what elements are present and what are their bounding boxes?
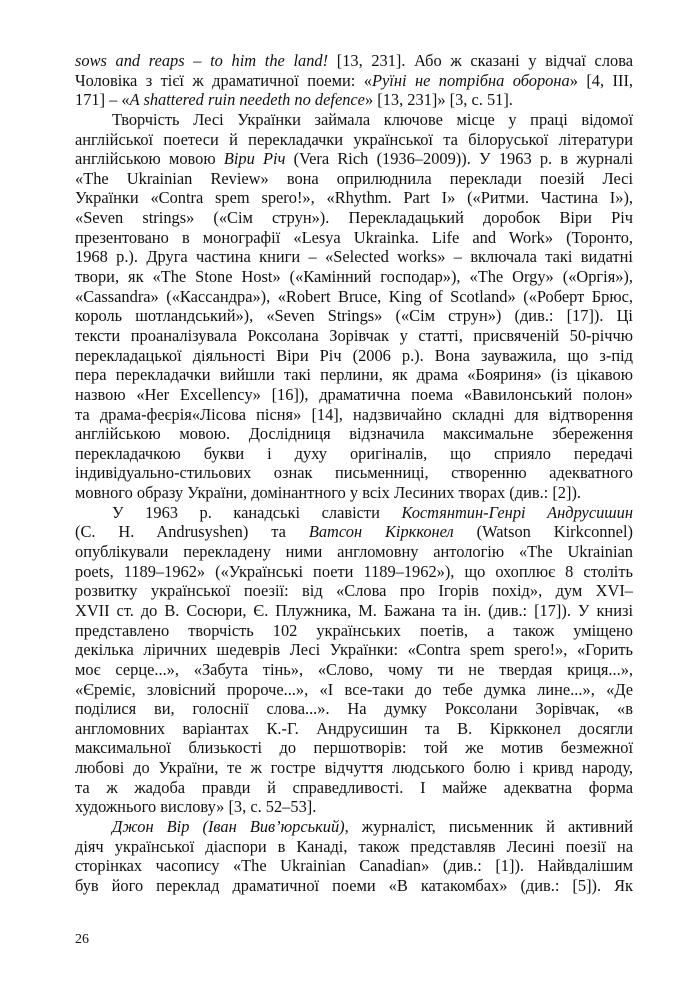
text-segment: «Єреміє, зловісний пророче...», «І все-таки до тебе думка лине...», «Де bbox=[75, 679, 633, 699]
text-line bbox=[75, 110, 633, 130]
text-line bbox=[75, 640, 633, 660]
text-line bbox=[75, 856, 633, 876]
text-segment: пера перекладачки вийшли такі перлини, як драма «Бояриня» (із цікавою bbox=[75, 365, 633, 385]
text-segment: та ж жадоба правди й справедливості. І майже адекватна форма bbox=[75, 777, 633, 797]
text-segment: англійської поетеси й перекладачки української та білоруської літератури bbox=[75, 129, 633, 149]
text-segment: Українки «Contra spem spero!», «Rhythm. Part I» («Ритми. Частина I»), bbox=[75, 188, 633, 208]
text-segment: розвитку української поезії: від «Слова про Ігорів похід», дум XVI– bbox=[75, 581, 633, 601]
text-segment: декілька ліричних шедеврів Лесі Українки: «Contra spem spero!», «Горить bbox=[75, 640, 633, 660]
text-segment: , журналіст, письменник й активний bbox=[344, 816, 633, 836]
text-segment: перекладачкою букви і духу оригіналів, що сприяло передачі bbox=[75, 443, 633, 463]
text-line bbox=[75, 346, 633, 366]
text-segment: (C. H. Andrusyshen) та bbox=[75, 522, 309, 542]
italic-text-segment: Руїні не потрібна оборона bbox=[371, 70, 570, 90]
text-line bbox=[75, 778, 633, 798]
text-line bbox=[75, 522, 633, 542]
text-line bbox=[75, 503, 633, 523]
text-segment: У 1963 р. канадські славісти bbox=[112, 502, 402, 522]
text-line bbox=[75, 247, 633, 267]
text-line bbox=[75, 542, 633, 562]
text-segment: перекладацької діяльності Віри Річ (2006 р.). Вона зауважила, що з-під bbox=[75, 345, 633, 365]
text-segment: тексти проаналізувала Роксолана Зорівчак у статті, присвяченій 50-річчю bbox=[75, 325, 633, 345]
text-segment: англійською мовою bbox=[75, 149, 224, 169]
text-segment: (Watson Kirkconnel) bbox=[453, 522, 633, 542]
text-line bbox=[75, 188, 633, 208]
text-segment: (Vera Rich (1936–2009)). У 1963 р. в журналі bbox=[285, 149, 633, 169]
text-segment: Творчість Лесі Українки займала ключове місце у праці відомої bbox=[112, 109, 633, 129]
text-segment: «The Ukrainian Review» вона оприлюднила переклади поезій Лесі bbox=[75, 168, 633, 188]
text-segment: презентовано в монографії «Lesya Ukrainka. Life and Work» (Торонто, bbox=[75, 227, 633, 247]
text-segment: максимальної близькості до першотворів: той же мотив безмежної bbox=[75, 738, 633, 758]
text-line bbox=[75, 680, 633, 700]
paragraph bbox=[75, 503, 633, 817]
text-segment: [13, 231]. Або ж сказані у відчаї слова bbox=[328, 51, 634, 70]
text-line bbox=[75, 90, 633, 110]
text-line bbox=[75, 562, 633, 582]
text-segment: назвою «Her Excellency» [16]), драматична поема «Вавилонський полон» bbox=[75, 384, 633, 404]
text-line bbox=[75, 621, 633, 641]
text-segment: діяч української діаспори в Канаді, також представляв Лесині поезії на bbox=[75, 836, 633, 856]
text-line bbox=[75, 326, 633, 346]
text-line bbox=[75, 817, 633, 837]
text-line bbox=[75, 660, 633, 680]
italic-text-segment: Ватсон Кіркконел bbox=[308, 522, 454, 542]
text-segment: любові до України, те ж гостре відчуття людського болю і кривд народу, bbox=[75, 758, 633, 778]
italic-text-segment: sows and reaps – to him the land! bbox=[75, 51, 329, 70]
text-segment: англомовних варіантах К.-Г. Андрусишин та В. Кіркконел досягли bbox=[75, 718, 633, 738]
text-segment: poets, 1189–1962» («Українські поети 1189–1962»), що охоплює 8 століть bbox=[75, 561, 633, 581]
text-line bbox=[75, 758, 633, 778]
text-line bbox=[75, 385, 633, 405]
text-line bbox=[75, 267, 633, 287]
paragraph bbox=[75, 817, 633, 896]
text-segment: 171] – « bbox=[75, 90, 130, 110]
text-segment: твори, як «The Stone Host» («Камінний господар»), «The Orgy» («Оргія»), bbox=[75, 267, 633, 287]
text-line bbox=[75, 601, 633, 621]
text-line bbox=[75, 424, 633, 444]
text-segment: XVII ст. до В. Сосюри, Є. Плужника, М. Бажана та ін. (див.: [17]). У книзі bbox=[75, 600, 633, 620]
text-line bbox=[75, 208, 633, 228]
paragraph bbox=[75, 110, 633, 503]
text-line bbox=[75, 130, 633, 150]
italic-text-segment: Віри Річ bbox=[223, 149, 286, 169]
page-number: 26 bbox=[75, 932, 89, 947]
text-segment: «Cassandra» («Кассандра»), «Robert Bruce, King of Scotland» («Роберт Брюс, bbox=[75, 286, 633, 306]
text-segment: сторінках часопису «The Ukrainian Canadian» (див.: [1]). Найвдалішим bbox=[75, 856, 633, 876]
text-segment: король шотландський»), «Seven Strings» («Сім струн») (див.: [17]). Ці bbox=[75, 306, 633, 326]
text-segment: був його переклад драматичної поеми «В катакомбах» (див.: [5]). Як bbox=[75, 875, 633, 895]
text-segment: представлено творчість 102 українських поетів, а також уміщено bbox=[75, 620, 633, 640]
text-line bbox=[75, 306, 633, 326]
text-line bbox=[75, 149, 633, 169]
text-segment: художнього вислову» [3, с. 52–53]. bbox=[75, 797, 317, 817]
text-line bbox=[75, 444, 633, 464]
text-segment: » [13, 231]» [3, с. 51]. bbox=[364, 90, 513, 110]
text-line bbox=[75, 699, 633, 719]
italic-text-segment: Джон Вір (Іван Вив’юрський) bbox=[112, 816, 345, 836]
text-segment: моє серце...», «Забута тінь», «Слово, чому ти не твердая криця...», bbox=[75, 659, 633, 679]
text-line bbox=[75, 169, 633, 189]
text-segment: » [4, III, bbox=[569, 70, 633, 90]
text-line bbox=[75, 837, 633, 857]
text-line bbox=[75, 581, 633, 601]
text-segment: та драма-феєрія«Лісова пісня» [14], надзвичайно складні для відтворення bbox=[75, 404, 633, 424]
text-line bbox=[75, 287, 633, 307]
text-line bbox=[75, 365, 633, 385]
text-segment: індивідуально-стильових ознак письменниці, створенню адекватного bbox=[75, 463, 633, 483]
text-line bbox=[75, 228, 633, 248]
text-segment: англійською мовою. Дослідниця відзначила максимальне збереження bbox=[75, 424, 633, 444]
italic-text-segment: A shattered ruin needeth no defence bbox=[129, 90, 365, 110]
italic-text-segment: Костянтин-Генрі Андрусишин bbox=[401, 502, 634, 522]
text-segment: опублікували перекладену ними англомовну антологію «The Ukrainian bbox=[75, 542, 633, 562]
text-line bbox=[75, 719, 633, 739]
text-line bbox=[75, 483, 633, 503]
paragraph bbox=[75, 51, 633, 110]
text-line bbox=[75, 51, 633, 71]
document-body bbox=[75, 51, 633, 896]
text-line bbox=[75, 71, 633, 91]
text-line bbox=[75, 405, 633, 425]
text-segment: 1968 р.). Друга частина книги – «Selected works» – включала такі видатні bbox=[75, 247, 633, 267]
text-segment: мовного образу України, домінантного у всіх Лесиних творах (див.: [2]). bbox=[75, 483, 582, 503]
text-segment: «Seven strings» («Сім струн»). Перекладацький доробок Віри Річ bbox=[75, 208, 633, 228]
text-line bbox=[75, 876, 633, 896]
text-line bbox=[75, 463, 633, 483]
text-segment: поділися ви, голоснії слова...». На думку Роксолани Зорівчак, «в bbox=[75, 699, 633, 719]
text-line bbox=[75, 797, 633, 817]
text-line bbox=[75, 738, 633, 758]
text-segment: Чоловіка з тієї ж драматичної поеми: « bbox=[75, 70, 372, 90]
